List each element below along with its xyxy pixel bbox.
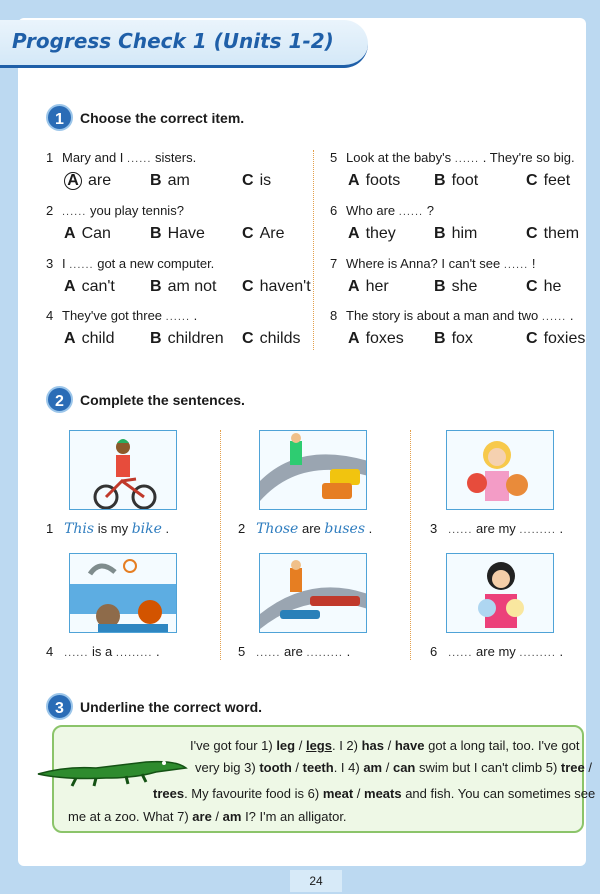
sentence-end: .	[559, 644, 564, 659]
question-number: 4	[46, 308, 54, 323]
answer-blank-2[interactable]: .........	[306, 647, 343, 659]
option-2-c[interactable]	[242, 225, 284, 243]
option-text: Have	[167, 225, 205, 242]
option-letter: A	[348, 278, 360, 295]
option-text: fox	[451, 330, 473, 347]
question-text-end: ?	[426, 203, 434, 218]
sentence-text: are my	[476, 644, 516, 659]
option-letter: B	[434, 330, 446, 347]
sentence-1	[46, 521, 169, 537]
text-line-4: me at a zoo. What 7) are / am I? I'm an alligator.	[68, 809, 347, 824]
answer-blank-2[interactable]: .........	[519, 524, 556, 536]
option-7-b[interactable]	[434, 278, 477, 296]
option-7-c[interactable]	[526, 278, 561, 296]
option-8-b[interactable]	[434, 330, 473, 348]
question-text-end: !	[531, 256, 536, 271]
option-6-b[interactable]	[434, 225, 477, 243]
option-letter: A	[348, 172, 360, 189]
alligator-illustration	[36, 748, 188, 788]
choice-have[interactable]: have	[394, 738, 425, 753]
choice-trees[interactable]: trees	[153, 786, 185, 801]
blank[interactable]: ......	[165, 311, 191, 323]
choice-am-2[interactable]: am	[222, 809, 242, 824]
option-text: feet	[543, 172, 571, 189]
option-5-b[interactable]	[434, 172, 478, 190]
option-letter: A	[348, 330, 360, 347]
question-number: 1	[46, 150, 54, 165]
option-text: they	[365, 225, 396, 242]
section-2-title: Complete the sentences.	[80, 392, 245, 408]
option-letter: C	[526, 172, 538, 189]
choice-has[interactable]: has	[361, 738, 384, 753]
option-text: haven't	[259, 278, 311, 295]
option-4-a[interactable]	[64, 330, 114, 348]
question-text: Mary and I	[62, 150, 124, 165]
option-letter: C	[242, 225, 254, 242]
choice-am[interactable]: am	[363, 760, 383, 775]
mother-babies-picture	[446, 553, 554, 633]
option-5-c[interactable]	[526, 172, 570, 190]
option-6-c[interactable]	[526, 225, 579, 243]
sentence-end: .	[165, 521, 170, 536]
option-5-a[interactable]	[348, 172, 400, 190]
blank[interactable]: ......	[454, 153, 480, 165]
title-banner	[0, 20, 368, 68]
choice-meats[interactable]: meats	[364, 786, 402, 801]
sentence-3	[430, 521, 563, 536]
page-title: Progress Check 1 (Units 1-2)	[12, 29, 334, 53]
blank[interactable]: ......	[62, 206, 87, 218]
option-text: Can	[81, 225, 111, 242]
blank[interactable]: ......	[503, 259, 529, 271]
question-text-end: sisters.	[155, 150, 197, 165]
option-letter: B	[434, 278, 446, 295]
choice-legs[interactable]: legs	[305, 738, 332, 753]
option-letter: A	[64, 330, 76, 347]
sentence-text: are	[301, 521, 321, 536]
option-letter: B	[434, 225, 446, 242]
text-line-1: I've got four 1) leg / legs. I 2) has / have got a long tail, too. I've got	[190, 738, 580, 753]
question-number: 3	[46, 256, 54, 271]
answer-blank-1[interactable]: This	[64, 521, 95, 537]
column-divider	[220, 430, 221, 660]
option-letter: C	[242, 172, 254, 189]
option-3-c[interactable]	[242, 278, 311, 296]
question-text-end: .	[193, 308, 198, 323]
sentence-4	[46, 644, 160, 659]
sentence-text: is a	[92, 644, 113, 659]
question-number: 5	[330, 150, 338, 165]
section-1-badge: 1	[46, 104, 73, 131]
option-letter: A	[64, 225, 76, 242]
sentence-6	[430, 644, 563, 659]
sentence-number: 2	[238, 521, 246, 536]
dolphin-show-picture	[69, 553, 177, 633]
option-text: children	[167, 330, 224, 347]
option-letter: C	[242, 330, 254, 347]
sentence-5	[238, 644, 350, 659]
option-letter: B	[150, 330, 162, 347]
question-7	[330, 256, 535, 271]
question-2	[46, 203, 184, 218]
question-text-end: got a new computer.	[97, 256, 215, 271]
option-letter: B	[150, 278, 162, 295]
question-number: 7	[330, 256, 338, 271]
page-number: 24	[290, 870, 342, 892]
option-text: he	[543, 278, 562, 295]
column-divider	[313, 150, 314, 350]
answer-blank-2[interactable]: .........	[115, 647, 153, 659]
option-text: him	[451, 225, 478, 242]
question-number: 6	[330, 203, 338, 218]
option-letter: C	[526, 330, 538, 347]
option-text: is	[259, 172, 272, 189]
girl-dolls-picture	[446, 430, 554, 510]
question-text: I	[62, 256, 66, 271]
option-text: her	[365, 278, 389, 295]
section-2-badge: 2	[46, 386, 73, 413]
choice-meat[interactable]: meat	[322, 786, 354, 801]
section-3-title: Underline the correct word.	[80, 699, 263, 715]
option-1-b[interactable]	[150, 172, 190, 190]
option-letter: A	[64, 172, 82, 190]
option-text: Are	[259, 225, 285, 242]
sentence-2	[238, 521, 372, 537]
choice-teeth[interactable]: teeth	[302, 760, 334, 775]
question-text-end: . They're so big.	[482, 150, 575, 165]
sentence-number: 1	[46, 521, 54, 536]
question-3	[46, 256, 214, 271]
option-2-a[interactable]	[64, 225, 111, 243]
question-1	[46, 150, 196, 165]
option-text: am not	[167, 278, 217, 295]
option-4-c[interactable]	[242, 330, 300, 348]
text-line-2: very big 3) tooth / teeth. I 4) am / can swim but I can't climb 5) tree /	[195, 760, 592, 775]
option-text: am	[167, 172, 190, 189]
sentence-text: is my	[97, 521, 129, 536]
section-1-title: Choose the correct item.	[80, 110, 245, 126]
choice-tree[interactable]: tree	[560, 760, 585, 775]
option-text: are	[88, 172, 112, 189]
question-text-end: .	[569, 308, 574, 323]
option-text: child	[81, 330, 115, 347]
option-2-b[interactable]	[150, 225, 205, 243]
answer-blank-1[interactable]: ......	[64, 647, 89, 659]
option-8-a[interactable]	[348, 330, 404, 348]
sentence-end: .	[559, 521, 564, 536]
column-divider	[410, 430, 411, 660]
option-text: she	[451, 278, 478, 295]
blank[interactable]: ......	[127, 153, 152, 165]
question-6	[330, 203, 434, 218]
question-8	[330, 308, 573, 323]
sentence-end: .	[346, 644, 351, 659]
question-text: Where is Anna? I can't see	[346, 256, 501, 271]
option-letter: C	[242, 278, 254, 295]
option-letter: B	[150, 225, 162, 242]
trains-picture	[259, 553, 367, 633]
sentence-end: .	[368, 521, 373, 536]
option-letter: A	[64, 278, 76, 295]
answer-blank-2[interactable]: .........	[519, 647, 556, 659]
option-letter: C	[526, 225, 538, 242]
option-text: them	[543, 225, 580, 242]
blank[interactable]: ......	[398, 206, 424, 218]
option-7-a[interactable]	[348, 278, 389, 296]
sentence-number: 4	[46, 644, 54, 659]
question-text: Look at the baby's	[346, 150, 452, 165]
answer-blank-2[interactable]: buses	[324, 521, 366, 537]
option-text: foxes	[365, 330, 404, 347]
question-text-end: you play tennis?	[89, 203, 184, 218]
answer-blank-1[interactable]: ......	[256, 647, 281, 659]
boy-bike-picture	[69, 430, 177, 510]
question-text: Who are	[346, 203, 396, 218]
sentence-number: 3	[430, 521, 438, 536]
sentence-text: are my	[476, 521, 516, 536]
option-6-a[interactable]	[348, 225, 396, 243]
answer-blank-1[interactable]: Those	[256, 521, 299, 537]
answer-blank-1[interactable]: ......	[448, 647, 473, 659]
question-text: The story is about a man and two	[346, 308, 539, 323]
choice-are[interactable]: are	[192, 809, 212, 824]
question-number: 8	[330, 308, 338, 323]
option-8-c[interactable]	[526, 330, 585, 348]
blank[interactable]: ......	[69, 259, 94, 271]
option-text: foxies	[543, 330, 586, 347]
option-letter: A	[348, 225, 360, 242]
choice-tooth[interactable]: tooth	[259, 760, 292, 775]
answer-blank-1[interactable]: ......	[448, 524, 473, 536]
question-5	[330, 150, 575, 165]
sentence-end: .	[156, 644, 160, 659]
option-text: foots	[365, 172, 401, 189]
option-3-b[interactable]	[150, 278, 216, 296]
choice-can[interactable]: can	[392, 760, 416, 775]
option-1-c[interactable]	[242, 172, 271, 190]
blank[interactable]: ......	[541, 311, 567, 323]
option-text: can't	[81, 278, 115, 295]
option-3-a[interactable]	[64, 278, 115, 296]
choice-leg[interactable]: leg	[276, 738, 296, 753]
answer-blank-2[interactable]: bike	[131, 521, 162, 537]
sentence-text: are	[284, 644, 303, 659]
option-text: childs	[259, 330, 301, 347]
sentence-number: 5	[238, 644, 246, 659]
option-1-a[interactable]	[64, 172, 111, 190]
question-text: They've got three	[62, 308, 163, 323]
option-letter: C	[526, 278, 538, 295]
option-4-b[interactable]	[150, 330, 224, 348]
sentence-number: 6	[430, 644, 438, 659]
question-number: 2	[46, 203, 54, 218]
option-letter: B	[434, 172, 446, 189]
option-text: foot	[451, 172, 479, 189]
text-line-3: trees. My favourite food is 6) meat / meats and fish. You can sometimes see	[153, 786, 596, 801]
option-letter: B	[150, 172, 162, 189]
question-4	[46, 308, 197, 323]
buses-picture	[259, 430, 367, 510]
section-3-badge: 3	[46, 693, 73, 720]
